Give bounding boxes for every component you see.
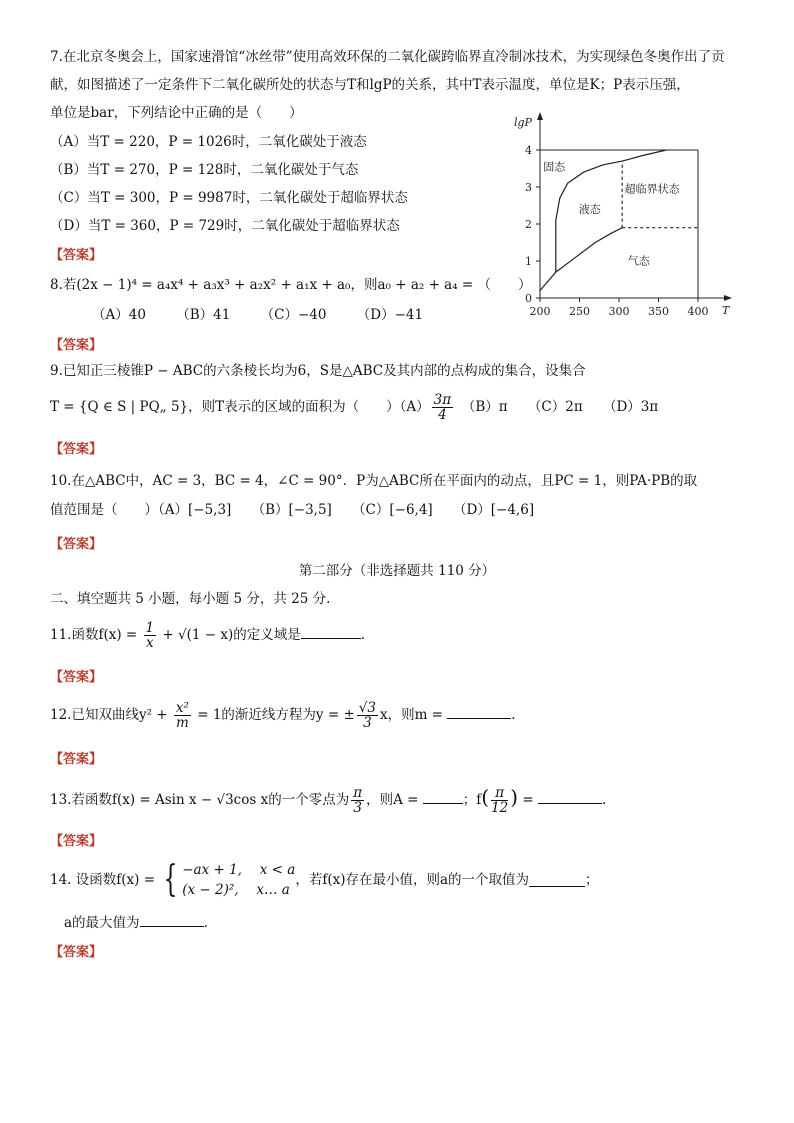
answer-label-q11: 【答案】 [50,670,103,685]
q7-line1: 7.在北京冬奥会上，国家速滑馆“冰丝带”使用高效环保的二氧化碳跨临界直冷制冰技术，为实现绿色冬奥作出了贡 [50,49,725,65]
series-0 [556,150,667,272]
q12-blank[interactable] [447,706,511,719]
y-tick-label-2: 2 [525,218,532,231]
q12-mid: = 1的渐近线方程为y = ± [192,707,355,723]
answer-label-q9: 【答案】 [50,442,103,457]
q14-end2: . [203,915,208,931]
q13-frac-num: π [353,785,363,801]
q13-post: = [518,792,538,808]
q12-fraction-2 [357,701,378,730]
q9-line2 [50,392,658,422]
q9-line1: 9.已知正三棱锥P − ABC的六条棱长均为6，S是△ABC及其内部的点构成的集合，设集合 [50,363,586,379]
x-tick-label-250: 250 [569,305,590,318]
q14-case2: (x − 2)², x… a [182,882,290,898]
x-tick-label-400: 400 [687,305,709,318]
q14-blank-1[interactable] [529,874,585,887]
q13-frac-num2: π [491,786,508,801]
answer-label-q14: 【答案】 [50,945,103,960]
q13-pre: 13.若函数f(x) = Asin x − √3cos x的一个零点为 [50,792,350,808]
q13-fraction-1 [351,786,364,815]
q9-frac-den: 4 [438,407,447,423]
q11-pre: 11.函数f(x) = [50,627,142,643]
q12-pre: 12.已知双曲线y² + [50,707,172,723]
answer-label-q8: 【答案】 [50,338,103,353]
part2-section: 二、填空题共 5 小题，每小题 5 分，共 25 分. [50,591,331,607]
q8-option-b: （B）41 [176,307,231,323]
x-axis-label: T [722,304,730,317]
q13-fraction-2 [491,786,508,815]
q13-end: . [601,792,607,808]
q7-option-c: （C）当T = 300，P = 9987时，二氧化碳处于超临界状态 [50,190,408,206]
q14-pre: 14. 设函数f(x) = [50,872,160,888]
y-axis-arrow [537,112,543,120]
q7-option-b: （B）当T = 270，P = 128时，二氧化碳处于气态 [50,162,359,178]
answer-label-q12: 【答案】 [50,752,103,767]
region-label-0: 固态 [543,160,566,174]
x-axis-arrow [724,295,732,301]
q7-option-d: （D）当T = 360，P = 729时，二氧化碳处于超临界状态 [50,218,400,234]
q8-option-c: （C）−40 [260,307,327,323]
q10-line2: 值范围是（ ）（A）[−5,3] （B）[−3,5] （C）[−6,4] （D）[−4,6] [50,502,535,518]
x-tick-label-300: 300 [608,305,630,318]
q11-blank[interactable] [301,626,361,639]
q9-fraction [432,393,453,422]
q7-line3: 单位是bar，下列结论中正确的是（ ） [50,105,303,121]
q13-mid: ，则A = [366,792,423,808]
q13-blank-b[interactable] [538,791,602,804]
y-tick-label-0: 0 [525,292,532,305]
series-1 [540,228,622,291]
q14-line2-text: a的最大值为 [64,915,140,931]
q8-options [92,306,449,324]
region-label-2: 超临界状态 [624,182,680,196]
phase-diagram-chart [510,112,750,324]
q12-frac-den2: 3 [363,715,372,731]
q12-post: x，则m = [379,707,448,723]
y-axis-label: lgP [514,116,532,129]
part2-title: 第二部分（非选择题共 110 分） [298,563,496,579]
q11-frac-den: x [146,635,154,651]
q14-cases [182,860,295,900]
q11-frac-num: 1 [145,620,155,636]
q13-frac-den2: 12 [491,800,509,816]
q12-end: . [511,707,516,723]
q13-blank-a[interactable] [423,791,463,804]
y-tick-label-4: 4 [525,144,532,157]
q12-fraction-1 [174,701,191,730]
q11-fraction [144,621,157,650]
q14-end1: ； [585,872,599,888]
answer-label-q10: 【答案】 [50,537,103,552]
region-label-1: 液态 [578,202,601,216]
q11-line [50,620,365,650]
q14-post: ，若f(x)存在最小值，则a的一个取值为 [295,872,530,888]
q14-blank-2[interactable] [140,914,204,927]
q11-post: + √(1 − x)的定义域是 [158,627,301,643]
q13-mid2: ；f [462,792,482,808]
answer-label-q13: 【答案】 [50,834,103,849]
region-label-3: 气态 [627,254,650,268]
q12-frac-num: x² [175,700,189,716]
y-tick-label-1: 1 [525,255,532,268]
q9-frac-num: 3π [433,392,452,408]
q9-line2-post: （B）π （C）2π （D）3π [468,399,659,415]
q8-option-a: （A）40 [92,307,146,323]
answer-label-q7: 【答案】 [50,248,103,263]
q7-line2: 献，如图描述了一定条件下二氧化碳所处的状态与T和lgP的关系，其中T表示温度，单位是K；P表示压强， [50,77,690,93]
q12-frac-num2: √3 [358,700,376,716]
q14-case1: −ax + 1, x < a [182,862,296,878]
x-tick-label-350: 350 [648,305,669,318]
q14-line1: 14. 设函数f(x) = { −ax + 1, x < a (x − 2)², x… a ，若f(x)存在最小值，则a的一个取值为 ； [50,859,599,900]
q10-line1: 10.在△ABC中，AC = 3，BC = 4，∠C = 90°．P为△ABC所在平面内的动点，且PC = 1，则PA·PB的取 [50,473,698,489]
q14-line2 [64,914,208,932]
q13-frac-den: 3 [353,800,362,816]
q8-stem: 8.若(2x − 1)⁴ = a₄x⁴ + a₃x³ + a₂x² + a₁x + a₀，则a₀ + a₂ + a₄ = （ ） [50,277,532,293]
x-tick-label-200: 200 [529,305,551,318]
q12-line [50,700,516,730]
q13-line: 13.若函数f(x) = Asin x − √3cos x的一个零点为 $\frac{\pi}{3}$ ，则A = ；f( $\frac{\pi}{12}$ ) = . [50,785,607,816]
q11-end: . [360,627,366,643]
y-tick-label-3: 3 [525,181,532,194]
q7-option-a: （A）当T = 220，P = 1026时，二氧化碳处于液态 [50,134,367,150]
q12-frac-den: m [176,715,189,731]
q9-line2-pre: T = {Q ∈ S | PQ„ 5}，则T表示的区域的面积为（ ）（A） [50,399,430,415]
q8-option-d: （D）−41 [356,307,424,323]
